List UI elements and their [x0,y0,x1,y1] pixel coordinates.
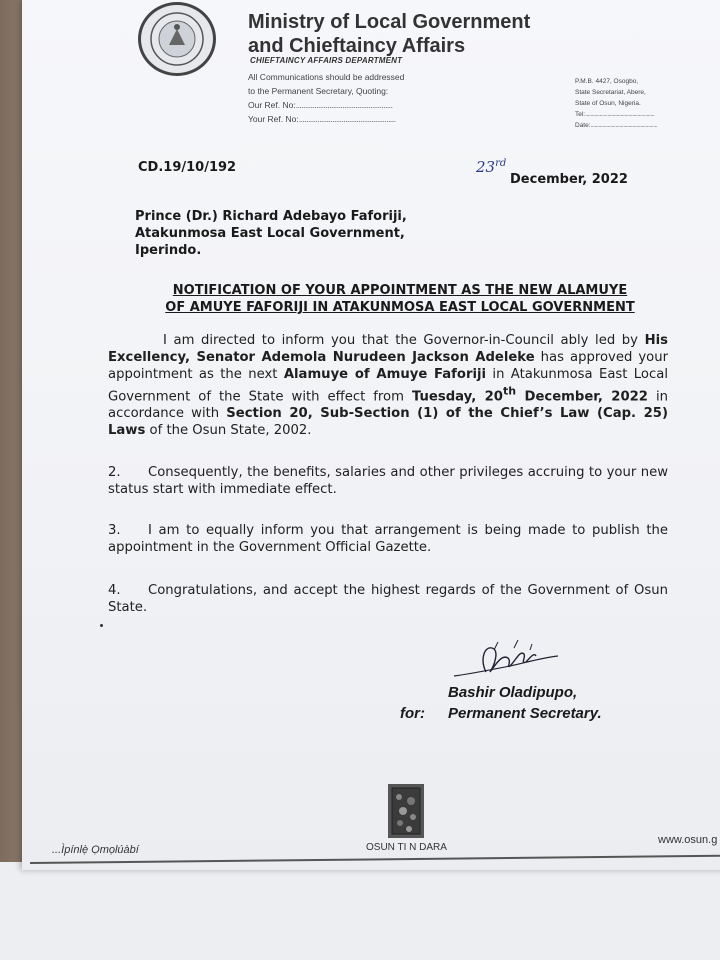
signatory-title-row [400,703,602,724]
date-label: Date: [575,122,591,129]
paragraph-4 [108,582,668,616]
subject-line1: NOTIFICATION OF YOUR APPOINTMENT AS THE NEW ALAMUYE [172,283,628,298]
subject-line2: OF AMUYE FAFORIJI IN ATAKUNMOSA EAST LOCAL GOVERNMENT [165,300,635,315]
state-line: State of Osun, Nigeria. [575,100,641,107]
signatory-name: Bashir Oladipupo, [448,684,578,701]
correspondence-note-line1: All Communications should be addressed [248,72,405,82]
legal-reference: Section 20, Sub-Section (1) of the Chief’s Law (Cap. 25) Laws [108,406,668,439]
ink-dot [100,624,103,627]
signatory-for: for: [400,705,425,722]
paragraph-1 [108,332,668,439]
our-ref-label: Our Ref. No: [248,100,296,110]
para1-text-5: of the Osun State, 2002. [145,423,312,439]
correspondence-note-line2: to the Permanent Secretary, Quoting: [248,86,389,96]
signature-icon [450,636,570,686]
subject-heading [130,282,670,316]
tel-field: Tel:..................................................... [575,111,655,118]
department-name: CHIEFTAINCY AFFAIRS DEPARTMENT [250,56,403,65]
pmb-line: P.M.B. 4427, Osogbo, [575,78,639,85]
para1-text-1: I am directed to inform you that the Governor-in-Council ably led by [163,333,638,348]
handwritten-day [476,158,506,176]
para1-text-2: has approved your appointment as the next [108,350,668,382]
handwritten-day-number: 23 [476,158,496,176]
state-seal-icon [138,2,216,76]
correspondence-note [248,70,448,126]
date-field: Date:................................................... [575,122,658,129]
title-name: Alamuye of Amuye Faforiji [283,367,487,382]
ministry-title [248,10,568,58]
osun-emblem-icon [388,784,424,838]
effective-day-suffix: th [503,385,517,398]
paragraph-3-text: I am to equally inform you that arrangement is being made to publish the appointment in the Government Official Gazette. [108,523,668,555]
website-link: www.osun.g [658,834,718,846]
handwritten-day-suffix: rd [495,158,507,169]
your-ref-label: Your Ref. No: [248,114,299,124]
reference-number: CD.19/10/192 [138,160,237,175]
signatory-title: Permanent Secretary. [448,705,602,722]
governor-name: His Excellency, Senator Ademola Nurudeen Jackson Adeleke [108,333,668,365]
para1-text-4: in accordance with [108,389,669,422]
tel-label: Tel: [575,111,586,118]
background-paper-bottom [0,862,720,960]
seal-emblem-icon [147,11,207,67]
addressee-town: Iperindo. [135,243,202,258]
paragraph-2 [108,464,668,498]
our-ref-field: Our Ref. No:.................................................... [248,100,393,110]
ministry-title-line1: Ministry of Local Government [248,11,531,33]
your-ref-field: Your Ref. No:.................................................... [248,114,396,124]
emblem-pattern-icon [391,787,421,835]
paragraph-3-number: 3. [108,523,121,538]
effective-day: Tuesday, 20 [411,389,503,405]
addressee-name: Prince (Dr.) Richard Adebayo Faforiji, [135,209,407,224]
letter-date: December, 2022 [510,172,628,187]
effective-month: December, 2022 [516,389,648,405]
para1-text-3: in Atakunmosa East Local Government of the State with effect from [108,367,668,405]
secretariat-line: State Secretariat, Abere, [575,89,646,96]
addressee-block [135,208,555,259]
signatory-block [400,682,602,724]
paragraph-2-number: 2. [108,465,121,480]
addressee-organization: Atakunmosa East Local Government, [135,226,405,241]
ministry-title-line2: and Chieftaincy Affairs [248,35,466,57]
paragraph-2-text: Consequently, the benefits, salaries and other privileges accruing to your new status start with immediate effect. [108,465,668,497]
state-motto: ...Ìpínlẹ̀ Ọmọlúàbí [52,844,139,856]
paragraph-3 [108,522,668,556]
paragraph-4-text: Congratulations, and accept the highest regards of the Government of Osun State. [108,583,668,615]
emblem-caption: OSUN TI N DARA [366,842,447,853]
postal-address [575,76,705,131]
paragraph-4-number: 4. [108,583,121,598]
